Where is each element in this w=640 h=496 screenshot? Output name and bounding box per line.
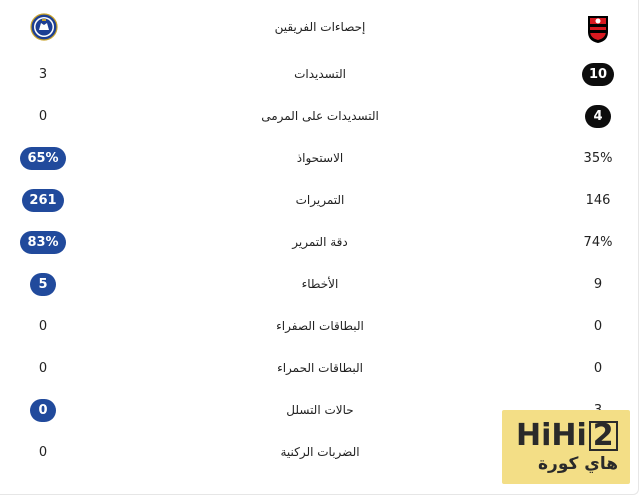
- stat-label: البطاقات الحمراء: [277, 361, 363, 375]
- home-value: 0: [593, 360, 603, 376]
- stat-row-pass-accuracy: [0, 227, 640, 257]
- home-value: 4: [572, 101, 624, 131]
- stat-row-yellow-cards: [0, 311, 640, 341]
- home-value: 10: [572, 59, 624, 89]
- stat-label: الضربات الركنية: [280, 445, 360, 459]
- away-value: 5: [18, 269, 68, 299]
- stat-row-shots: [0, 59, 640, 89]
- home-value: 9: [593, 276, 603, 292]
- watermark-brand: HiHi 2: [516, 420, 618, 452]
- chelsea-crest-icon: [30, 13, 58, 41]
- away-value: 0: [38, 444, 48, 460]
- stat-label: التسديدات: [294, 67, 346, 81]
- away-value: 3: [38, 66, 48, 82]
- home-value: 74%: [583, 234, 613, 250]
- page-title: إحصاءات الفريقين: [274, 20, 366, 34]
- away-value: 0: [18, 395, 68, 425]
- stat-label: البطاقات الصفراء: [276, 319, 364, 333]
- stat-row-shots-on-target: [0, 101, 640, 131]
- away-value: 83%: [18, 227, 68, 257]
- away-value: 0: [38, 318, 48, 334]
- home-value: 146: [585, 192, 611, 208]
- stat-label: حالات التسلل: [286, 403, 354, 417]
- header-row: [0, 12, 640, 42]
- stat-label: الأخطاء: [301, 277, 339, 291]
- home-value: 35%: [583, 150, 613, 166]
- home-value: 0: [593, 318, 603, 334]
- stat-row-possession: [0, 143, 640, 173]
- stat-row-fouls: [0, 269, 640, 299]
- hihi2-watermark-logo: [502, 410, 630, 484]
- stat-label: التمريرات: [295, 193, 345, 207]
- away-value: 0: [38, 108, 48, 124]
- away-value: 0: [38, 360, 48, 376]
- stat-label: التسديدات على المرمى: [261, 109, 379, 123]
- stat-row-passes: [0, 185, 640, 215]
- bournemouth-crest-icon: [586, 14, 610, 44]
- stat-label: الاستحواذ: [296, 151, 344, 165]
- away-value: 65%: [18, 143, 68, 173]
- stat-label: دقة التمرير: [292, 235, 348, 249]
- away-value: 261: [18, 185, 68, 215]
- watermark-subtitle: هاي كورة: [538, 454, 619, 474]
- stat-row-red-cards: [0, 353, 640, 383]
